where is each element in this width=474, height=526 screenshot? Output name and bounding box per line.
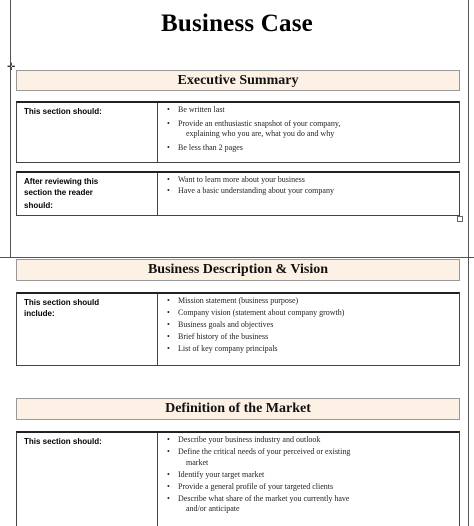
table-resize-handle-icon[interactable] bbox=[457, 216, 463, 222]
bullet-icon: • bbox=[167, 344, 170, 353]
section-heading-executive-summary: Executive Summary bbox=[16, 70, 460, 91]
row-label: This section should include: bbox=[24, 298, 100, 318]
list-item: • Describe what share of the market you currently have and/or anticipate bbox=[167, 493, 350, 513]
row-label: This section should: bbox=[24, 107, 102, 116]
column-divider bbox=[157, 103, 158, 162]
list-item: • Mission statement (business purpose) bbox=[167, 296, 299, 305]
list-item: • Business goals and objectives bbox=[167, 320, 274, 329]
table-row-business-description bbox=[16, 292, 460, 366]
bullet-icon: • bbox=[167, 320, 170, 329]
bullet-list bbox=[165, 435, 455, 515]
list-item: • Have a basic understanding about your company bbox=[167, 185, 334, 195]
table-row-definition-market bbox=[16, 431, 460, 526]
page-right-edge bbox=[468, 0, 469, 526]
list-item: • Describe your business industry and outlook bbox=[167, 435, 321, 444]
row-label: After reviewing this section the reader should: bbox=[24, 177, 99, 210]
row-label: This section should: bbox=[24, 437, 102, 446]
bullet-icon: • bbox=[167, 308, 170, 317]
list-item: • Provide an enthusiastic snapshot of your company, explaining who you are, what you do and why bbox=[167, 118, 341, 138]
section-heading-business-description: Business Description & Vision bbox=[16, 259, 460, 281]
bullet-icon: • bbox=[167, 481, 170, 491]
bullet-list bbox=[165, 105, 455, 153]
page-break-line bbox=[0, 257, 474, 258]
list-item: • Provide a general profile of your targeted clients bbox=[167, 481, 334, 491]
bullet-icon: • bbox=[167, 142, 170, 152]
list-item: • Company vision (statement about company growth) bbox=[167, 308, 345, 317]
bullet-icon: • bbox=[167, 105, 170, 114]
list-item: • Define the critical needs of your perceived or existing market bbox=[167, 447, 351, 467]
list-item: • List of key company principals bbox=[167, 344, 278, 353]
table-row-executive-reader bbox=[16, 171, 460, 216]
bullet-icon: • bbox=[167, 175, 170, 184]
bullet-list bbox=[165, 175, 455, 196]
column-divider bbox=[157, 294, 158, 365]
page-left-edge bbox=[10, 0, 11, 258]
bullet-icon: • bbox=[167, 332, 170, 341]
table-row-executive-should bbox=[16, 101, 460, 163]
column-divider bbox=[157, 433, 158, 526]
list-item: • Be less than 2 pages bbox=[167, 142, 243, 152]
bullet-icon: • bbox=[167, 435, 170, 444]
bullet-icon: • bbox=[167, 118, 170, 128]
list-item: • Be written last bbox=[167, 105, 225, 114]
bullet-icon: • bbox=[167, 493, 170, 503]
list-item: • Brief history of the business bbox=[167, 332, 269, 341]
bullet-icon: • bbox=[167, 447, 170, 456]
list-item: • Identify your target market bbox=[167, 469, 265, 479]
document-title: Business Case bbox=[161, 10, 313, 37]
column-divider bbox=[157, 173, 158, 215]
bullet-list bbox=[165, 296, 455, 355]
bullet-icon: • bbox=[167, 296, 170, 305]
list-item: • Want to learn more about your business bbox=[167, 175, 305, 184]
bullet-icon: • bbox=[167, 185, 170, 195]
table-move-handle-icon[interactable]: ✛ bbox=[7, 62, 16, 73]
bullet-icon: • bbox=[167, 469, 170, 479]
section-heading-definition-market: Definition of the Market bbox=[16, 398, 460, 420]
